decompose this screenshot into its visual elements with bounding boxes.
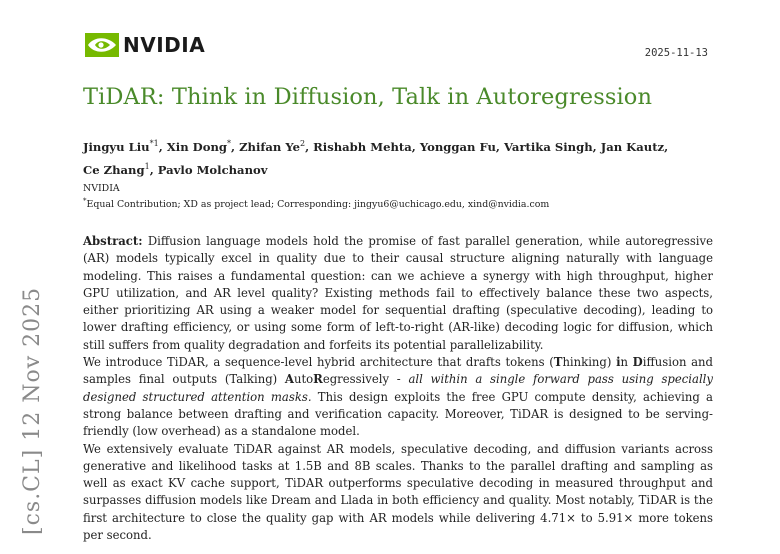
abstract-text: Diffusion language models hold the promise of fast parallel generation, while autoregressive (AR) models typically excel in quality due to their causal structure aligning naturally with language modeling. This raises a fundamental question: can we achieve a synergy with high throughput, higher GPU utilization, and AR level quality? Existing methods fail to effectively balance these two aspects, either prioritizing AR using a weaker model for sequential drafting (speculative decoding), leading to lower drafting efficiency, or using some form of left-to-right (AR-like) decoding logic for diffusion, which still suffers from quality degradation and forfeits its potential parallelizability. bbox=[83, 234, 713, 352]
author-name: Vartika Singh bbox=[504, 139, 593, 154]
note-mark: * bbox=[83, 197, 87, 205]
author-name: Jingyu Liu bbox=[83, 139, 150, 154]
bold-letter: A bbox=[284, 372, 294, 387]
text-run: n bbox=[620, 355, 633, 370]
abstract-paragraph-3: We extensively evaluate TiDAR against AR models, speculative decoding, and diffusion variants across generative and likelihood tasks at 1.5B and 8B scales. Thanks to the parallel drafting and sampling as well as exact KV cache support, TiDAR outperforms speculative decoding in measured throughput and surpasses diffusion models like Dream and Llada in both efficiency and quality. Most notably, TiDAR is the first architecture to close the quality gap with AR models while delivering 4.71× to 5.91× more tokens per second. bbox=[83, 441, 713, 543]
author-name: Yonggan Fu bbox=[419, 139, 496, 154]
arxiv-stamp: [cs.CL] 12 Nov 2025 bbox=[20, 286, 45, 535]
bold-letter: R bbox=[313, 372, 323, 387]
text-run: egressively - bbox=[322, 372, 409, 387]
text-run: hinking) bbox=[562, 355, 617, 370]
abstract-label: Abstract: bbox=[83, 234, 143, 248]
bold-letter: i bbox=[616, 355, 621, 370]
author-name: Zhifan Ye bbox=[239, 139, 300, 154]
author-name: Rishabh Mehta bbox=[313, 139, 412, 154]
author-name: Xin Dong bbox=[166, 139, 227, 154]
paper-date: 2025-11-13 bbox=[644, 47, 708, 59]
author-name: Jan Kautz bbox=[600, 139, 665, 154]
bold-letter: T bbox=[553, 355, 563, 370]
nvidia-eye-icon bbox=[85, 33, 119, 57]
abstract bbox=[83, 233, 713, 544]
abstract-paragraph-2 bbox=[83, 354, 713, 440]
text-run: iffusion and samples final outputs (Talking) bbox=[83, 355, 714, 387]
author-mark: * bbox=[227, 139, 231, 148]
italic-run: all within a single forward pass using specially designed structured attention masks. bbox=[83, 372, 713, 404]
bold-letter: D bbox=[632, 355, 643, 370]
contribution-note bbox=[83, 195, 549, 211]
text-run: We introduce TiDAR, a sequence-level hybrid architecture that drafts tokens ( bbox=[83, 355, 554, 370]
paper-title: TiDAR: Think in Diffusion, Talk in Autoregression bbox=[83, 84, 653, 110]
text-run: uto bbox=[293, 372, 314, 387]
nvidia-logo bbox=[85, 33, 205, 57]
author-list: Jingyu Liu$^{*1}$, Xin Dong*, Zhifan Ye$^2$, Rishabh Mehta, Yonggan Fu, Vartika Singh, Jan Kautz, Ce Zhang$^1$, Pavlo Molchanov bbox=[83, 139, 669, 177]
author-name: Pavlo Molchanov bbox=[157, 162, 268, 177]
note-text: Equal Contribution; XD as project lead; Corresponding: jingyu6@uchicago.edu, xind@nvidia.com bbox=[86, 199, 550, 211]
author-mark: *1 bbox=[149, 139, 159, 148]
author-mark: 1 bbox=[144, 161, 150, 171]
author-name: Ce Zhang bbox=[83, 162, 145, 177]
affiliation: NVIDIA bbox=[83, 183, 120, 194]
author-mark: 2 bbox=[300, 139, 306, 148]
abstract-paragraph-1 bbox=[83, 233, 713, 354]
text-run: This design exploits the free GPU compute density, achieving a strong balance between drafting and verification capacity. Moreover, TiDAR is designed to be serving-friendly (low overhead) as a standalone model. bbox=[83, 389, 713, 439]
logo-wordmark: NVIDIA bbox=[123, 33, 206, 57]
